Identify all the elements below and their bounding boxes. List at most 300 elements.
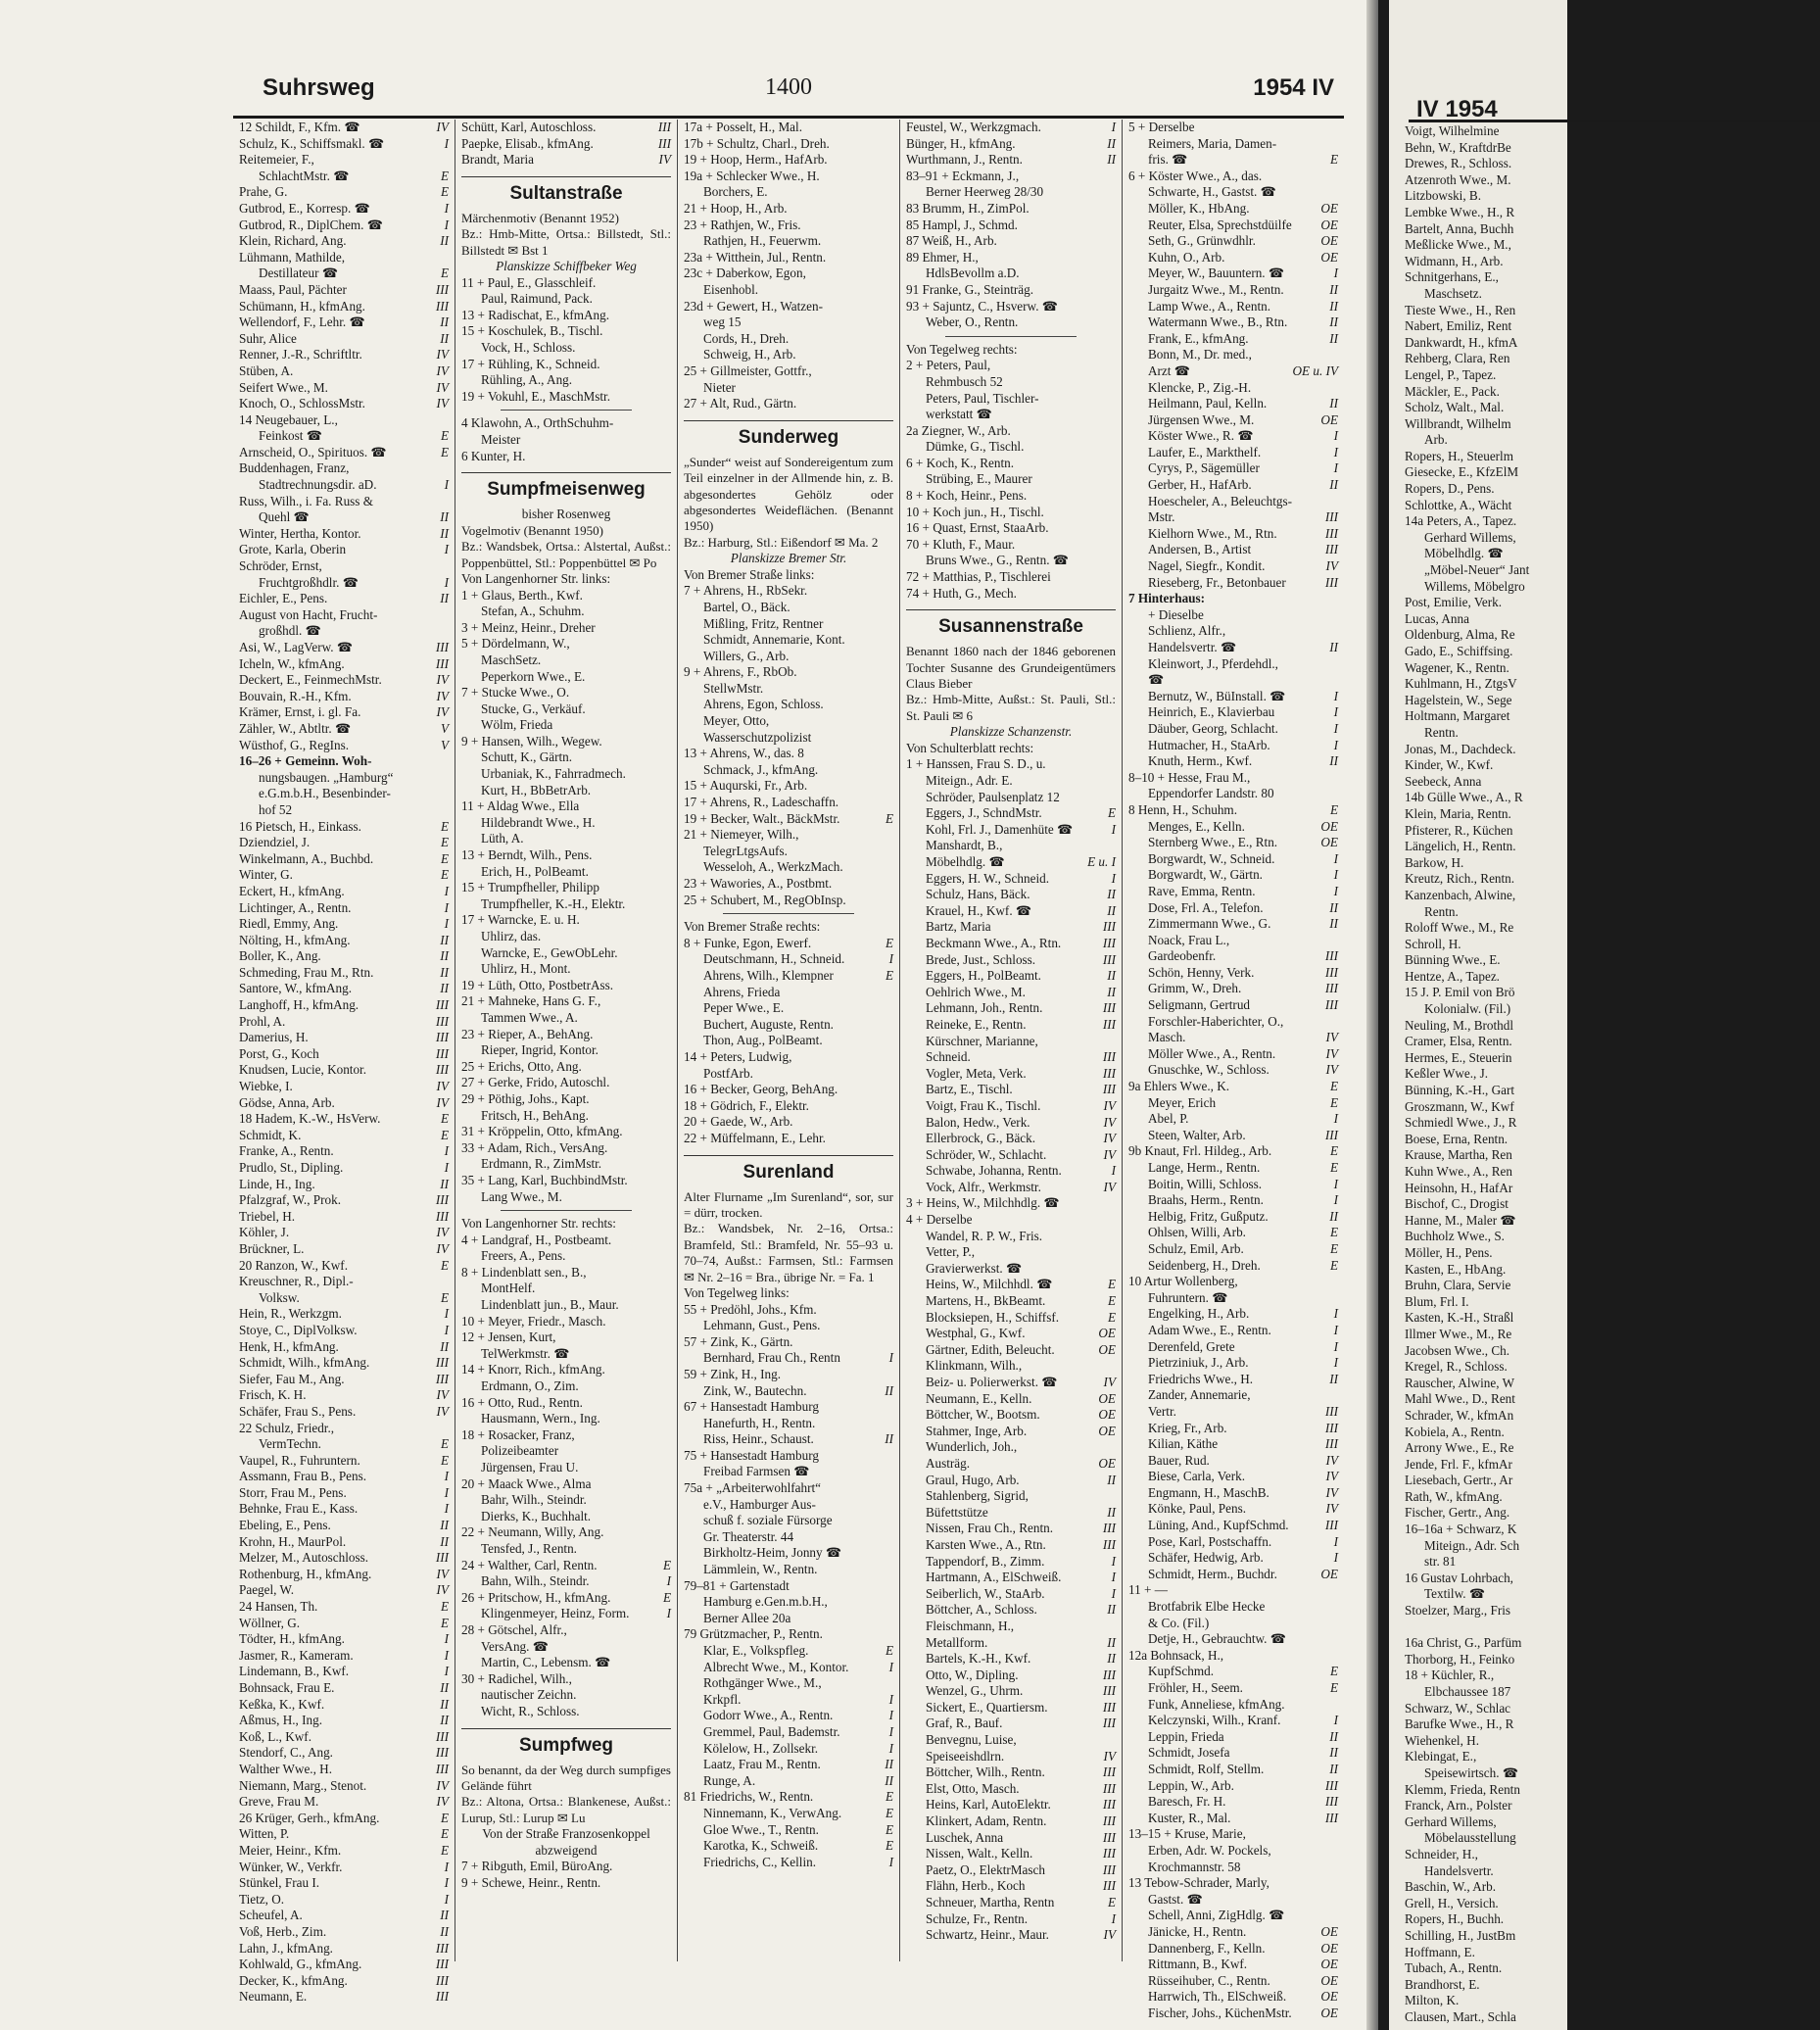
entry-floor: I: [1111, 1910, 1116, 1926]
directory-entry: [684, 1334, 893, 1351]
entry-name: 24 + Walther, Carl, Rentn.: [461, 1557, 598, 1572]
entry-name: Wandel, R. P. W., Fris.: [926, 1228, 1043, 1243]
entry-name: 15 J. P. Emil von Brö: [1405, 985, 1515, 1000]
entry-floor: III: [435, 1355, 449, 1371]
entry-name: Riedl, Emmy, Ang.: [239, 916, 339, 932]
directory-entry: [1405, 351, 1699, 367]
directory-entry: [906, 358, 1116, 374]
entry-name: Textilw. ☎: [1424, 1586, 1486, 1602]
entry-name: Kürschner, Marianne,: [926, 1033, 1038, 1048]
entry-name: Pfalzgraf, W., Prok.: [239, 1192, 342, 1208]
entry-floor: I: [1111, 120, 1116, 134]
entry-name: Fruchtgroßhdlr. ☎: [259, 574, 359, 590]
directory-entry: [1405, 904, 1699, 921]
entry-floor: II: [1107, 135, 1116, 151]
directory-entry: [239, 1989, 449, 2006]
entry-floor: OE: [1320, 249, 1338, 265]
entry-floor: III: [1102, 1878, 1116, 1894]
entry-floor: III: [435, 1761, 449, 1776]
directory-entry: [1405, 1213, 1699, 1230]
directory-entry: [1128, 1436, 1338, 1453]
directory-entry: [1128, 965, 1338, 982]
directory-entry: [239, 1095, 449, 1112]
entry-name: Keßler Wwe., J.: [1405, 1066, 1489, 1082]
entry-name: 16–26 + Gemeinn. Woh-: [239, 753, 372, 769]
entry-name: Voß, Herb., Zim.: [239, 1923, 327, 1939]
directory-entry: [1128, 997, 1338, 1014]
entry-name: Stadtrechnungsdir. aD.: [259, 477, 377, 493]
directory-entry: [461, 798, 671, 815]
directory-entry: [684, 1529, 893, 1546]
entry-floor: III: [1102, 1016, 1116, 1032]
entry-floor: IV: [436, 672, 449, 688]
entry-floor: E: [1329, 801, 1338, 817]
entry-name: Gödse, Anna, Arb.: [239, 1094, 335, 1110]
directory-entry: [461, 912, 671, 929]
directory-entry: [684, 649, 893, 665]
directory-entry: [461, 1378, 671, 1395]
directory-entry: [1405, 1408, 1699, 1425]
directory-entry: [1128, 656, 1338, 673]
directory-entry: [1405, 708, 1699, 725]
directory-entry: [1405, 855, 1699, 872]
entry-name: Schröder, Ernst,: [239, 558, 322, 574]
directory-entry: [906, 1488, 1116, 1505]
directory-entry: [1405, 1440, 1699, 1457]
directory-entry: [1405, 1782, 1699, 1799]
entry-floor: I: [1333, 1192, 1338, 1208]
directory-entry: [906, 1391, 1116, 1408]
entry-name: Bartz, E., Tischl.: [926, 1082, 1013, 1097]
directory-entry: [239, 299, 449, 315]
entry-name: MontHelf.: [481, 1281, 536, 1296]
entry-name: Hagelstein, W., Sege: [1405, 692, 1512, 707]
entry-floor: III: [1102, 1536, 1116, 1552]
directory-entry: [1128, 299, 1338, 315]
directory-entry: [239, 169, 449, 185]
directory-entry: [1128, 672, 1338, 689]
entry-floor: I: [1333, 704, 1338, 720]
entry-floor: OE: [1320, 835, 1338, 850]
directory-entry: [239, 201, 449, 218]
directory-entry: [684, 1562, 893, 1578]
entry-name: Niemann, Marg., Stenot.: [239, 1777, 367, 1793]
directory-entry: [1128, 1177, 1338, 1193]
directory-entry: [1128, 1599, 1338, 1616]
entry-floor: II: [440, 314, 449, 330]
entry-name: 21 + Mahneke, Hans G. F.,: [461, 993, 601, 1009]
directory-entry: [1128, 1843, 1338, 1860]
directory-entry: [1405, 1603, 1699, 1619]
entry-floor: II: [1329, 477, 1338, 493]
entry-name: Franck, Arn., Polster: [1405, 1798, 1512, 1813]
directory-entry: [461, 1427, 671, 1444]
directory-entry: [239, 509, 449, 526]
directory-entry: [461, 415, 671, 432]
entry-floor: I: [1333, 460, 1338, 476]
directory-entry: [1405, 676, 1699, 693]
entry-name: Kleinwort, J., Pferdehdl.,: [1148, 655, 1278, 671]
entry-floor: II: [1329, 1745, 1338, 1761]
entry-name: 14 + Peters, Ludwig,: [684, 1048, 792, 1064]
directory-entry: [461, 1027, 671, 1043]
street-heading: Sumpfmeisenweg: [461, 472, 671, 503]
entry-name: Damerius, H.: [239, 1030, 309, 1045]
entry-name: Walther Wwe., H.: [239, 1761, 333, 1776]
entry-name: 29 + Pöthig, Johs., Kapt.: [461, 1090, 590, 1106]
directory-entry: [239, 1339, 449, 1356]
street-note: Vogelmotiv (Benannt 1950): [461, 522, 603, 538]
directory-entry: [1128, 1501, 1338, 1518]
entry-floor: III: [1324, 1403, 1338, 1419]
entry-name: Linde, H., Ing.: [239, 1176, 315, 1191]
directory-entry: [906, 1927, 1116, 1944]
directory-entry: [1405, 1018, 1699, 1035]
directory-entry: [1128, 591, 1338, 607]
entry-name: 16 + Quast, Ernst, StaaArb.: [906, 520, 1049, 536]
entry-floor: E: [440, 428, 449, 444]
directory-entry: [1405, 1879, 1699, 1896]
entry-name: Helbig, Fritz, Gußputz.: [1148, 1208, 1269, 1224]
directory-entry: [1405, 1716, 1699, 1733]
directory-entry: [461, 1156, 671, 1173]
entry-floor: E: [440, 1257, 449, 1273]
directory-entry: [239, 1811, 449, 1827]
directory-entry: [906, 1310, 1116, 1327]
entry-name: + Dieselbe: [1148, 606, 1204, 622]
entry-name: 33 + Adam, Rich., VersAng.: [461, 1139, 608, 1155]
entry-floor: IV: [436, 1094, 449, 1110]
entry-name: Willbrandt, Wilhelm: [1405, 415, 1511, 431]
entry-name: Winter, G.: [239, 867, 293, 883]
entry-name: 10 + Koch jun., H., Tischl.: [906, 504, 1044, 519]
directory-entry: [1128, 201, 1338, 218]
directory-entry: [461, 1590, 671, 1607]
entry-name: Fischer, Gertr., Ang.: [1405, 1505, 1510, 1521]
entry-name: TelegrLtgsAufs.: [703, 843, 788, 858]
entry-name: Frisch, K. H.: [239, 1387, 307, 1403]
entry-floor: II: [1329, 281, 1338, 297]
directory-entry: [906, 1895, 1116, 1911]
directory-entry: [1128, 445, 1338, 461]
entry-name: Stucke, G., Verkäuf.: [481, 701, 586, 716]
entry-name: Meyer, W., Bauuntern. ☎: [1148, 266, 1285, 281]
entry-name: Tietz, O.: [239, 1891, 285, 1907]
entry-floor: II: [1329, 1208, 1338, 1224]
directory-entry: [684, 1692, 893, 1709]
directory-entry: [1405, 1425, 1699, 1441]
entry-name: Tubach, A., Rentn.: [1405, 1960, 1503, 1976]
directory-entry: [1128, 1989, 1338, 2006]
entry-name: 35 + Lang, Karl, BuchbindMstr.: [461, 1172, 628, 1187]
entry-name: Köster Wwe., R. ☎: [1148, 428, 1254, 444]
directory-entry: [239, 1274, 449, 1290]
entry-name: Ohlsen, Willi, Arb.: [1148, 1225, 1246, 1240]
directory-entry: [461, 1140, 671, 1157]
directory-entry: [1128, 1631, 1338, 1648]
directory-entry: [684, 363, 893, 380]
entry-name: VersAng. ☎: [481, 1638, 550, 1654]
entry-name: Wünker, W., Verkfr.: [239, 1859, 343, 1874]
street-note: „Sunder“ weist auf Sondereigentum zum Teil einzelner in der Allmende hin, z. B. abgesondertes Gehölz oder abgesondertes Weideflächen. (Benannt 1950): [684, 454, 893, 534]
entry-floor: E: [440, 1810, 449, 1825]
entry-floor: II: [440, 964, 449, 980]
directory-entry: [239, 1192, 449, 1209]
directory-entry: [461, 1509, 671, 1525]
entry-name: Dümke, G., Tischl.: [926, 439, 1025, 455]
directory-entry: [1405, 1814, 1699, 1831]
entry-name: Rüsseihuber, C., Rentn.: [1148, 1972, 1270, 1988]
directory-entry: [461, 620, 671, 637]
entry-name: Hildebrandt Wwe., H.: [481, 814, 596, 830]
entry-floor: II: [440, 1533, 449, 1549]
directory-entry: [1405, 123, 1699, 140]
directory-entry: [1128, 802, 1338, 819]
entry-floor: III: [1324, 1794, 1338, 1810]
directory-entry: [239, 900, 449, 917]
entry-name: 9b Knaut, Frl. Hildeg., Arb.: [1128, 1143, 1272, 1159]
entry-floor: III: [1324, 1810, 1338, 1825]
entry-floor: OE: [1320, 818, 1338, 834]
directory-entry: [1128, 314, 1338, 331]
entry-name: Schlienz, Alfr.,: [1148, 623, 1226, 639]
entry-name: 4 + Derselbe: [906, 1212, 973, 1228]
directory-entry: [239, 1404, 449, 1421]
entry-floor: III: [1324, 542, 1338, 557]
entry-name: Widmann, H., Arb.: [1405, 253, 1504, 268]
entry-name: Eisenhobl.: [703, 281, 759, 297]
directory-entry: [461, 1704, 671, 1720]
entry-name: Harrwich, Th., ElSchweiß.: [1148, 1989, 1287, 2005]
entry-name: 27 + Alt, Rud., Gärtn.: [684, 396, 797, 411]
directory-entry: [684, 1855, 893, 1871]
directory-entry: [1405, 1196, 1699, 1213]
entry-floor: I: [1333, 1550, 1338, 1566]
entry-name: Schmidt, Herm., Buchdr.: [1148, 1566, 1277, 1581]
entry-name: Schwabe, Johanna, Rentn.: [926, 1163, 1062, 1179]
entry-name: Brotfabrik Elbe Hecke: [1148, 1599, 1266, 1615]
directory-entry: [239, 933, 449, 949]
directory-entry: [1405, 1896, 1699, 1912]
entry-name: 12 + Jensen, Kurt,: [461, 1329, 556, 1345]
entry-name: Dannenberg, F., Kelln.: [1148, 1940, 1266, 1956]
entry-floor: II: [1329, 899, 1338, 915]
directory-entry: [1128, 558, 1338, 575]
entry-floor: II: [1107, 1602, 1116, 1618]
entry-name: Brückner, L.: [239, 1240, 305, 1256]
entry-floor: III: [435, 1989, 449, 2005]
directory-entry: [906, 136, 1116, 153]
directory-entry: [1128, 120, 1338, 136]
entry-name: Destillateur ☎: [259, 266, 339, 281]
entry-name: 81 Friedrichs, W., Rentn.: [684, 1789, 814, 1805]
directory-entry: [239, 689, 449, 705]
directory-entry: [239, 1550, 449, 1567]
entry-name: Kuhn, O., Arb.: [1148, 249, 1225, 265]
entry-floor: I: [1333, 266, 1338, 281]
directory-entry: [1405, 1229, 1699, 1245]
entry-name: Behnke, Frau E., Kass.: [239, 1501, 359, 1517]
entry-name: Schilling, H., JustBm: [1405, 1927, 1516, 1943]
directory-entry: [684, 1049, 893, 1066]
directory-entry: [1128, 347, 1338, 363]
directory-entry: [239, 380, 449, 397]
entry-name: Krochmannstr. 58: [1148, 1859, 1241, 1874]
entry-floor: III: [1102, 1797, 1116, 1812]
entry-floor: IV: [436, 1566, 449, 1581]
entry-name: Ahrens, Frieda: [703, 984, 781, 999]
entry-name: Bartels, K.-H., Kwf.: [926, 1651, 1031, 1667]
entry-name: Schmiedl Wwe., J., R: [1405, 1115, 1517, 1131]
directory-entry: [1128, 1258, 1338, 1275]
directory-entry: [239, 1323, 449, 1339]
entry-name: Kreuschner, R., Dipl.-: [239, 1274, 354, 1289]
entry-name: Eggers, J., SchndMstr.: [926, 805, 1042, 821]
directory-entry: [906, 537, 1116, 554]
directory-entry: [684, 1545, 893, 1562]
entry-name: Krämer, Ernst, i. gl. Fa.: [239, 704, 361, 720]
directory-entry: [1405, 335, 1699, 352]
directory-entry: [461, 766, 671, 783]
directory-entry: [906, 1911, 1116, 1928]
entry-floor: III: [1102, 1764, 1116, 1780]
directory-entry: [1128, 1225, 1338, 1241]
directory-entry: [684, 1066, 893, 1083]
directory-entry: [684, 331, 893, 348]
entry-name: Schweig, H., Arb.: [703, 347, 796, 362]
directory-entry: [461, 685, 671, 701]
entry-name: HdlsBevollm a.D.: [926, 266, 1020, 281]
directory-entry: [1128, 835, 1338, 851]
entry-name: Peperkorn Wwe., E.: [481, 668, 586, 684]
entry-name: Schrader, W., kfmAn: [1405, 1407, 1514, 1423]
entry-name: Barkow, H.: [1405, 854, 1464, 870]
entry-name: Schnitgerhans, E.,: [1405, 269, 1499, 285]
entry-name: Roloff Wwe., M., Re: [1405, 920, 1514, 936]
directory-entry: [906, 1375, 1116, 1391]
directory-entry: [684, 1708, 893, 1724]
directory-entry: [461, 1875, 671, 1892]
entry-name: Reuter, Elsa, Sprechstdüilfe: [1148, 217, 1292, 232]
entry-floor: IV: [1103, 1146, 1116, 1162]
entry-floor: II: [440, 981, 449, 996]
directory-entry: [239, 1355, 449, 1372]
entry-name: Böttcher, A., Schloss.: [926, 1602, 1037, 1618]
directory-entry: [1128, 704, 1338, 721]
entry-name: Sternberg Wwe., E., Rtn.: [1148, 835, 1278, 850]
directory-entry: [461, 831, 671, 847]
entry-name: Koß, L., Kwf.: [239, 1728, 311, 1744]
directory-entry: [906, 374, 1116, 391]
entry-floor: OE u. IV: [1292, 362, 1338, 378]
directory-entry: [239, 1713, 449, 1729]
entry-name: Maass, Paul, Pächter: [239, 281, 347, 297]
entry-name: 18 Hadem, K.-W., HsVerw.: [239, 1111, 381, 1127]
entry-name: Noack, Frau L.,: [1148, 932, 1230, 947]
directory-entry: [1405, 1066, 1699, 1083]
directory-entry: [1128, 819, 1338, 836]
directory-entry: [1405, 725, 1699, 742]
directory-entry: [906, 1244, 1116, 1261]
directory-entry: [239, 1957, 449, 1973]
directory-entry: [1128, 1209, 1338, 1226]
directory-entry: [1128, 1095, 1338, 1112]
entry-name: Miteign., Adr. E.: [926, 773, 1013, 789]
entry-name: Jasmer, R., Kameram.: [239, 1647, 354, 1663]
entry-name: Grell, H., Versich.: [1405, 1895, 1499, 1910]
entry-floor: III: [435, 997, 449, 1013]
entry-name: Assmann, Frau B., Pens.: [239, 1469, 367, 1484]
directory-entry: [906, 1537, 1116, 1554]
entry-name: Krieg, Fr., Arb.: [1148, 1420, 1227, 1435]
entry-name: Fuhruntern. ☎: [1148, 1289, 1228, 1305]
directory-entry: [1405, 1652, 1699, 1668]
entry-name: Pfisterer, R., Küchen: [1405, 822, 1513, 838]
entry-name: Rathjen, H., Feuerwm.: [703, 233, 822, 249]
directory-entry: [239, 1501, 449, 1518]
entry-floor: E: [1329, 1160, 1338, 1175]
directory-entry: [906, 391, 1116, 408]
entry-floor: II: [885, 1757, 893, 1772]
entry-name: Wenzel, G., Uhrm.: [926, 1683, 1024, 1699]
entry-name: Böttcher, W., Bootsm.: [926, 1407, 1040, 1423]
directory-entry: [1128, 428, 1338, 445]
entry-name: 20 + Maack Wwe., Alma: [461, 1475, 592, 1491]
entry-name: Von Bremer Straße rechts:: [684, 919, 821, 935]
entry-floor: III: [1102, 935, 1116, 950]
directory-entry: [1128, 1957, 1338, 1973]
entry-name: Schäfer, Hedwig, Arb.: [1148, 1550, 1264, 1566]
directory-entry: [239, 1469, 449, 1485]
entry-name: 17 + Warncke, E. u. H.: [461, 912, 580, 928]
directory-entry: [239, 591, 449, 607]
entry-name: Schneid.: [926, 1049, 971, 1065]
directory-entry: [684, 233, 893, 250]
directory-entry: [239, 672, 449, 689]
directory-entry: [461, 136, 671, 153]
directory-entry: [1405, 1619, 1699, 1636]
right-page-column: [1405, 123, 1699, 2025]
entry-name: 25 + Gillmeister, Gottfr.,: [684, 362, 812, 378]
directory-entry: [239, 1664, 449, 1680]
directory-entry: [239, 802, 449, 819]
directory-entry: [1405, 416, 1699, 433]
section-rule: [945, 336, 1077, 337]
directory-entry: [1405, 384, 1699, 401]
street-heading: Sultanstraße: [461, 176, 671, 207]
directory-entry: [239, 347, 449, 363]
directory-entry: [906, 1342, 1116, 1359]
directory-entry: [906, 201, 1116, 218]
directory-entry: [684, 664, 893, 681]
entry-name: Hartmann, A., ElSchweiß.: [926, 1570, 1062, 1585]
directory-entry: [1405, 595, 1699, 611]
directory-entry: [239, 558, 449, 575]
directory-entry: [684, 1114, 893, 1131]
directory-entry: [1405, 1960, 1699, 1977]
entry-floor: IV: [1325, 1452, 1338, 1468]
directory-entry: [906, 439, 1116, 456]
entry-name: 11 + —: [1128, 1582, 1168, 1598]
directory-entry: [461, 340, 671, 357]
plan-reference: Planskizze Schiffbeker Weg: [496, 259, 637, 273]
entry-floor: II: [1329, 314, 1338, 330]
entry-name: Bahr, Wilh., Steindr.: [481, 1492, 587, 1508]
entry-name: Prudlo, St., Dipling.: [239, 1160, 344, 1175]
directory-entry: [1128, 1941, 1338, 1958]
entry-name: Rentn.: [1424, 903, 1459, 919]
entry-floor: I: [666, 1606, 671, 1621]
